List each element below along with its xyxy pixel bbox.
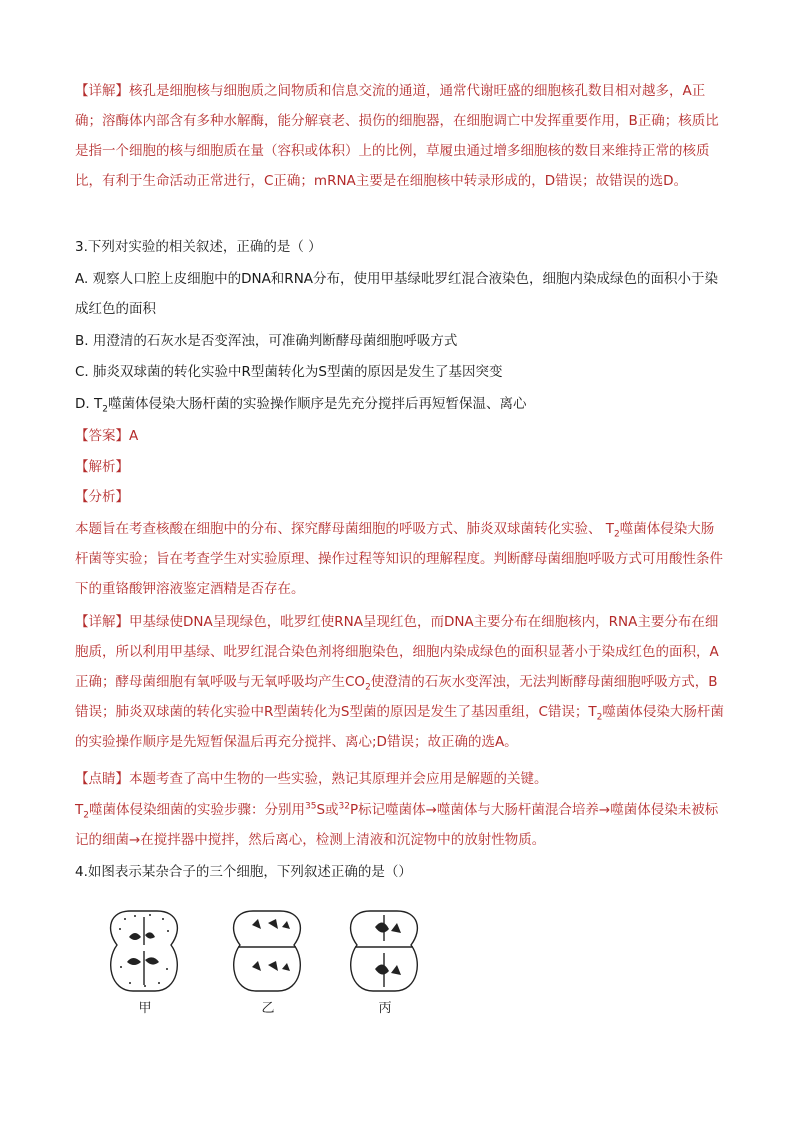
q3-answer-tag: 【答案】 (75, 428, 129, 444)
q3-dianjing-text: 本题考查了高中生物的一些实验，熟记其原理并会应用是解题的关键。 (129, 771, 548, 787)
q3-detail-1: 甲基绿使DNA呈现绿色，吡罗红使RNA呈现红色，而DNA主要分布在细胞核内，RNA主要分布在细胞质，所以利用甲基绿、吡罗红混合染色剂将细胞染色，细胞内染成绿色的面积显著小于染成红色的面积，A正确；酵母菌细胞有氧呼吸与无氧呼吸均产生CO (75, 614, 719, 690)
q3-steps-3: P标记噬菌体→噬菌体与大肠杆菌混合培养→噬菌体侵染未被标记的细菌→在搅拌器中搅拌，然后离心，检测上清液和沉淀物中的放射性物质。 (75, 802, 719, 848)
q3-steps-pre: T (75, 802, 84, 818)
q3-option-b: B. 用澄清的石灰水是否变浑浊，可准确判断酵母菌细胞呼吸方式 (75, 333, 458, 349)
q2-detail-text: 核孔是细胞核与细胞质之间物质和信息交流的通道，通常代谢旺盛的细胞核孔数目相对越多，A正确；溶酶体内部含有多种水解酶，能分解衰老、损伤的细胞器，在细胞调亡中发挥重要作用，B正确；核质比是指一个细胞的核与细胞质在量（容积或体积）上的比例，草履虫通过增多细胞核的数目来维持正常的核质比，有利于生命活动正常进行，C正确；mRNA主要是在细胞核中转录形成的，D错误；故错误的选D。 (75, 83, 719, 189)
q3-steps-1: 噬菌体侵染细菌的实验步骤：分别用 (88, 802, 305, 818)
q3-detail-sub: 2 (365, 682, 371, 693)
q3-fenxi-pre: 本题旨在考查核酸在细胞中的分布、探究酵母菌细胞的呼吸方式、肺炎双球菌转化实验、 T (75, 521, 615, 537)
q3-option-d-sub: 2 (102, 404, 108, 415)
q3-dianjing-tag: 【点睛】 (75, 771, 129, 787)
cell-jia-drawing (111, 911, 178, 991)
q4-stem: 4.如图表示某杂合子的三个细胞，下列叙述正确的是（） (75, 864, 412, 880)
q3-option-a: A. 观察人口腔上皮细胞中的DNA和RNA分布，使用甲基绿吡罗红混合液染色，细胞内染成绿色的面积小于染成红色的面积 (75, 271, 719, 317)
q3-detail-paragraph (75, 607, 725, 757)
q3-steps-sub: 2 (83, 810, 89, 821)
q3-fenxi-post: 噬菌体侵染大肠杆菌等实验；旨在考查学生对实验原理、操作过程等知识的理解程度。判断酵母菌细胞呼吸方式可用酸性条件下的重铬酸钾溶液鉴定酒精是否存在。 (75, 521, 723, 597)
q3-fenxi-sub: 2 (614, 529, 620, 540)
cell-diagrams (100, 905, 430, 997)
label-yi: 乙 (261, 1001, 275, 1016)
label-bing: 丙 (378, 1001, 392, 1016)
q3-steps (75, 795, 725, 855)
q3-steps-2: S或 (316, 802, 339, 818)
q2-detail-paragraph (75, 76, 725, 196)
q3-option-d (75, 389, 725, 419)
q3-detail-2: 使澄清的石灰水变浑浊，无法判断酵母菌细胞呼吸方式，B错误；肺炎双球菌的转化实验中R型菌转化为S型菌的原因是发生了基因重组，C错误；T (75, 674, 718, 720)
cell-bing-drawing (351, 911, 418, 991)
q2-detail-tag: 【详解】 (75, 83, 129, 99)
q3-analysis-tag: 【解析】 (75, 459, 129, 475)
q3-detail-3: 噬菌体侵染大肠杆菌的实验操作顺序是先短暂保温后再充分搅拌、离心;D错误；故正确的选A。 (75, 704, 724, 750)
q3-detail-sub2: 2 (596, 712, 603, 723)
cell-division-figure (100, 905, 430, 1015)
q3-answer (75, 421, 725, 451)
q3-fenxi-tag: 【分析】 (75, 489, 129, 505)
q3-detail-tag: 【详解】 (75, 614, 129, 630)
q3-fenxi-text (75, 514, 725, 604)
q3-option-d-pre: D. T (75, 396, 103, 412)
q3-dianjing (75, 764, 725, 794)
cell-yi-drawing (234, 911, 301, 991)
label-jia: 甲 (138, 1001, 152, 1016)
q3-answer-value: A (129, 428, 139, 444)
q3-stem: 3.下列对实验的相关叙述，正确的是（ ） (75, 239, 322, 255)
q3-option-d-post: 噬菌体侵染大肠杆菌的实验操作顺序是先充分搅拌后再短暂保温、离心 (107, 396, 527, 412)
q3-option-c: C. 肺炎双球菌的转化实验中R型菌转化为S型菌的原因是发生了基因突变 (75, 364, 503, 380)
q3-steps-sup2: 32 (338, 801, 350, 812)
q3-steps-sup1: 35 (304, 801, 317, 812)
